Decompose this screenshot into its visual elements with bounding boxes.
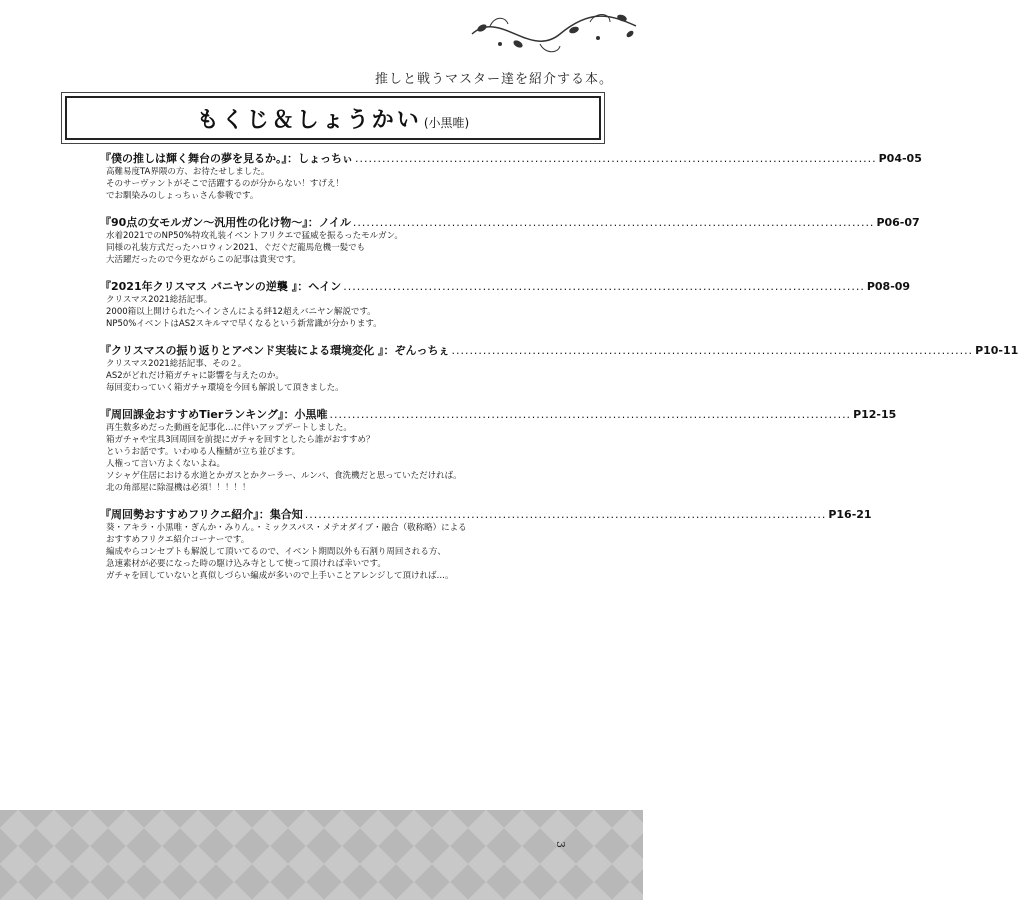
- entry-line: 再生数多めだった動画を記事化…に伴いアップデートしました。: [106, 423, 352, 433]
- entry-line: 編成やらコンセプトも解説して頂いてるので、イベント期間以外も石割り周回される方、: [106, 547, 446, 557]
- entry-line: 箱ガチャや宝具3回周回を前提にガチャを回すとしたら誰がおすすめ？: [106, 435, 375, 445]
- entry-title: 『周回勢おすすめフリクエ紹介』：集合知: [100, 508, 303, 521]
- entry-line: ガチャを回していないと真似しづらい編成が多いので上手いことアレンジして頂ければ…。: [106, 571, 454, 581]
- leader-dots: ....................................................................................................................: [451, 344, 974, 357]
- entry-title: 『周回課金おすすめTierランキング』：小黒唯: [100, 408, 328, 421]
- entry-line: 急速素材が必要になった時の駆け込み寺として使って頂ければ幸いです。: [106, 559, 386, 569]
- entry-line: 葵・アキラ・小黒唯・ぎんか・みりん。・ミックスパス・メテオダイブ・融合（敬称略）による: [106, 523, 467, 533]
- vine-ornament: [470, 4, 638, 64]
- leader-dots: ....................................................................................................................: [304, 508, 827, 521]
- leader-dots: ....................................................................................................................: [352, 216, 875, 229]
- leader-dots: ....................................................................................................................: [355, 152, 877, 165]
- entry-page: P10-11: [975, 344, 1018, 357]
- entry-title: 『2021年クリスマス バニヤンの逆襲 』：ヘイン: [100, 280, 342, 293]
- page-title: もくじ＆しょうかい: [196, 107, 422, 133]
- entry-page: P04-05: [878, 152, 922, 165]
- toc-entry: [100, 343, 1018, 394]
- entry-line: 高難易度TA界隈の方、お待たせしました。: [106, 167, 270, 177]
- leader-dots: ....................................................................................................................: [329, 408, 852, 421]
- entry-line: 毎回変わっていく箱ガチャ環境を今回も解説して頂きました。: [106, 383, 344, 393]
- entry-line: ソシャゲ住居における水道とかガスとかクーラー、ルンバ、食洗機だと思っていただければ。: [106, 471, 462, 481]
- toc-entry: [100, 215, 920, 266]
- entry-line: 水着2021でのNP50%特攻礼装イベントフリクエで猛威を振るったモルガン。: [106, 231, 403, 241]
- entry-line: そのサーヴァントがそこで活躍するのが分からない！すげえ！: [106, 179, 344, 189]
- toc-entry: [100, 407, 897, 494]
- toc-entry: [100, 507, 872, 582]
- entry-line: でお馴染みのしょっちぃさん参戦です。: [106, 191, 259, 201]
- diamond-pattern: [0, 810, 643, 900]
- entry-line: クリスマス2021総括記事、その２。: [106, 359, 247, 369]
- toc-entry: [100, 279, 911, 330]
- entry-line: 大活躍だったので今更ながらこの記事は貴実です。: [106, 255, 301, 265]
- entry-line: 北の角部屋に除湿機は必須！！！！！: [106, 483, 251, 493]
- table-of-contents: [100, 151, 1018, 595]
- entry-title: 『90点の女モルガン〜汎用性の化け物〜』：ノイル: [100, 216, 351, 229]
- entry-line: というお話です。いわゆる人権鯖が立ち並びます。: [106, 447, 301, 457]
- entry-line: 人権って言い方よくないよね。: [106, 459, 226, 469]
- entry-line: 2000箱以上開けられたヘインさんによる絆12超えバニヤン解説です。: [106, 307, 376, 317]
- page-number: 3: [554, 841, 567, 848]
- entry-line: 同様の礼装方式だったハロウィン2021、ぐだぐだ龍馬危機一髪でも: [106, 243, 366, 253]
- entry-line: AS2がどれだけ箱ガチャに影響を与えたのか。: [106, 371, 284, 381]
- title-banner: [65, 96, 601, 140]
- entry-line: NP50%イベントはAS2スキルマで早くなるという新常識が分かります。: [106, 319, 382, 329]
- entry-page: P12-15: [853, 408, 897, 421]
- toc-entry: [100, 151, 922, 202]
- entry-title: 『クリスマスの振り返りとアペンド実装による環境変化 』：ぞんっちぇ: [100, 344, 450, 357]
- title-author: (小黒唯): [423, 115, 470, 130]
- entry-page: P06-07: [876, 216, 920, 229]
- leader-dots: ....................................................................................................................: [343, 280, 865, 293]
- entry-page: P08-09: [866, 280, 911, 293]
- entry-page: P16-21: [828, 508, 872, 521]
- entry-title: 『僕の推しは輝く舞台の夢を見るか。』：しょっちぃ: [100, 152, 353, 165]
- page-subtitle: 推しと戦うマスター達を紹介する本。: [374, 72, 613, 87]
- entry-line: おすすめフリクエ紹介コーナーです。: [106, 535, 250, 545]
- entry-line: クリスマス2021総括記事。: [106, 295, 213, 305]
